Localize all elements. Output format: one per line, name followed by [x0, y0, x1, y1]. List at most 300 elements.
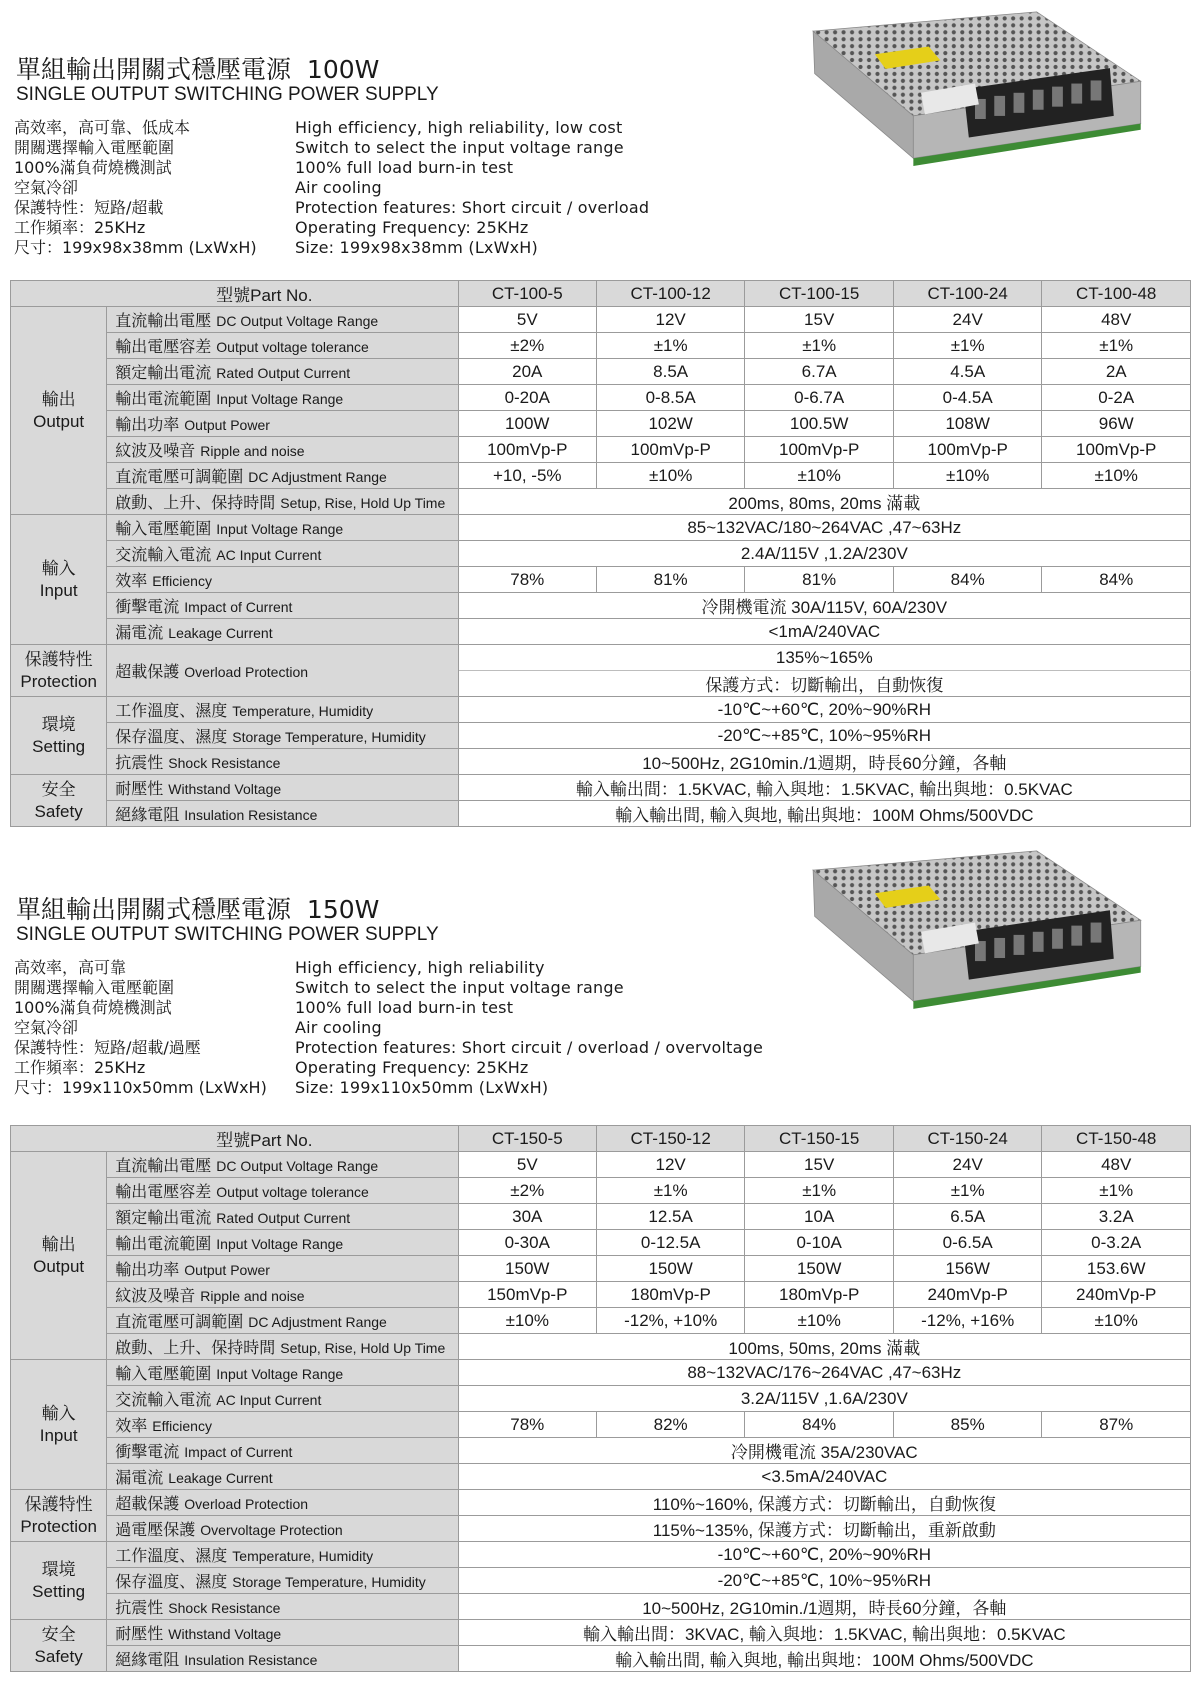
spec-item	[107, 1646, 458, 1672]
table-row	[11, 515, 1191, 541]
spec-value: 84%	[893, 567, 1042, 593]
table-row	[11, 1542, 1191, 1568]
part-no-label	[11, 1126, 459, 1152]
spec-value: 輸入輸出間：3KVAC, 輸入與地：1.5KVAC, 輸出與地：0.5KVAC	[458, 1620, 1190, 1646]
spec-item-en: DC Adjustment Range	[248, 469, 387, 485]
spec-value: 85~132VAC/180~264VAC ,47~63Hz	[458, 515, 1190, 541]
part-no-label	[11, 281, 459, 307]
spec-value: 81%	[745, 567, 894, 593]
spec-value: 冷開機電流 30A/115V, 60A/230V	[458, 593, 1190, 619]
spec-item	[107, 1438, 458, 1464]
spec-item	[107, 359, 458, 385]
table-row	[11, 619, 1191, 645]
spec-item	[107, 749, 458, 775]
spec-item-cn: 衝擊電流	[115, 597, 180, 616]
spec-value: ±10%	[1042, 463, 1191, 489]
group-label-en: Safety	[34, 801, 83, 821]
spec-item	[107, 1516, 458, 1542]
group-label	[11, 1542, 107, 1620]
spec-item-en: Withstand Voltage	[168, 1626, 282, 1642]
group-label	[11, 645, 107, 697]
spec-item	[107, 1178, 458, 1204]
table-row	[11, 1464, 1191, 1490]
header-row	[11, 281, 1191, 307]
group-label	[11, 307, 107, 515]
spec-item-en: Efficiency	[152, 573, 212, 589]
spec-value: 96W	[1042, 411, 1191, 437]
spec-value: 100W	[458, 411, 596, 437]
spec-value: 200ms, 80ms, 20ms 滿載	[458, 489, 1190, 515]
model-header: CT-150-48	[1042, 1126, 1191, 1152]
spec-item-cn: 超載保護	[115, 1494, 180, 1513]
group-label-cn: 輸入	[41, 1403, 76, 1423]
spec-table-100w	[10, 280, 1191, 827]
group-label-cn: 輸入	[41, 558, 76, 578]
group-label	[11, 1360, 107, 1490]
spec-item-cn: 交流輸入電流	[115, 1390, 212, 1409]
spec-value: ±1%	[893, 333, 1042, 359]
table-row	[11, 645, 1191, 671]
spec-value: ±1%	[596, 1178, 745, 1204]
spec-value: 88~132VAC/176~264VAC ,47~63Hz	[458, 1360, 1190, 1386]
table-row	[11, 593, 1191, 619]
part-no-label-text: 型號Part No.	[216, 1131, 313, 1150]
spec-item-cn: 直流電壓可調範圍	[115, 467, 244, 486]
spec-item-cn: 過電壓保護	[115, 1520, 196, 1539]
header-row	[11, 1126, 1191, 1152]
spec-value: 240mVp-P	[893, 1282, 1042, 1308]
table-row	[11, 463, 1191, 489]
table-row	[11, 437, 1191, 463]
group-label-en: Safety	[34, 1646, 83, 1666]
spec-item	[107, 645, 458, 697]
table-row	[11, 307, 1191, 333]
spec-item-en: Insulation Resistance	[184, 807, 318, 823]
spec-value: 100mVp-P	[745, 437, 894, 463]
spec-value: ±10%	[458, 1308, 596, 1334]
group-label-en: Output	[33, 1256, 85, 1276]
spec-item-cn: 交流輸入電流	[115, 545, 212, 564]
spec-value: 24V	[893, 1152, 1042, 1178]
spec-item	[107, 775, 458, 801]
spec-item	[107, 1464, 458, 1490]
spec-value: 3.2A	[1042, 1204, 1191, 1230]
spec-value: 180mVp-P	[745, 1282, 894, 1308]
spec-item-en: Leakage Current	[168, 1470, 273, 1486]
spec-value: 輸入輸出間, 輸入與地, 輸出與地：100M Ohms/500VDC	[458, 1646, 1190, 1672]
spec-value: 100mVp-P	[596, 437, 745, 463]
spec-item-cn: 輸出電壓容差	[115, 337, 212, 356]
group-label-cn: 安全	[41, 779, 76, 799]
model-header: CT-100-48	[1042, 281, 1191, 307]
table-row	[11, 749, 1191, 775]
spec-item-cn: 漏電流	[115, 623, 164, 642]
group-label-cn: 輸出	[41, 1234, 76, 1254]
spec-value: ±10%	[893, 463, 1042, 489]
table-row	[11, 567, 1191, 593]
spec-item-en: Overload Protection	[184, 664, 309, 680]
spec-item-en: Shock Resistance	[168, 755, 281, 771]
group-label-en: Protection	[20, 1516, 97, 1536]
spec-value: 5V	[458, 307, 596, 333]
spec-value: 10~500Hz, 2G10min./1週期，時長60分鐘，各軸	[458, 1594, 1190, 1620]
spec-item	[107, 437, 458, 463]
table-row	[11, 1412, 1191, 1438]
spec-item-cn: 啟動、上升、保持時間	[115, 493, 276, 512]
model-header: CT-150-12	[596, 1126, 745, 1152]
spec-item-en: Input Voltage Range	[216, 521, 344, 537]
table-row	[11, 1334, 1191, 1360]
table-row	[11, 1282, 1191, 1308]
spec-value: <1mA/240VAC	[458, 619, 1190, 645]
table-row	[11, 359, 1191, 385]
group-label-cn: 保護特性	[24, 649, 93, 669]
spec-item	[107, 1152, 458, 1178]
spec-item-en: Ripple and noise	[200, 443, 305, 459]
features-en: High efficiency, high reliability Switch to select the input voltage range 100% full load burn-in test Air cooling Protection features: Short circuit / overload / overvoltage Operating Frequency: 25KHz Size: 199x110x50mm (LxWxH)	[295, 958, 764, 1097]
spec-value: 135%~165%	[458, 645, 1190, 671]
group-label-en: Input	[39, 1425, 78, 1445]
spec-item	[107, 385, 458, 411]
spec-value: 100mVp-P	[1042, 437, 1191, 463]
spec-item-cn: 額定輸出電流	[115, 1208, 212, 1227]
table-row	[11, 1438, 1191, 1464]
group-label-en: Setting	[32, 736, 86, 756]
spec-item-cn: 直流輸出電壓	[115, 1156, 212, 1175]
spec-value: 6.5A	[893, 1204, 1042, 1230]
spec-item	[107, 333, 458, 359]
spec-item	[107, 307, 458, 333]
spec-value: 12V	[596, 307, 745, 333]
spec-value: -12%, +10%	[596, 1308, 745, 1334]
group-label	[11, 775, 107, 827]
spec-item	[107, 1256, 458, 1282]
spec-value: 78%	[458, 567, 596, 593]
spec-value: ±2%	[458, 333, 596, 359]
spec-item-en: Ripple and noise	[200, 1288, 305, 1304]
group-label	[11, 1152, 107, 1360]
spec-item	[107, 1568, 458, 1594]
features-en: High efficiency, high reliability, low cost Switch to select the input voltage range 100% full load burn-in test Air cooling Protection features: Short circuit / overload Operating Frequency: 25KHz Size: 199x98x38mm (LxWxH)	[295, 118, 650, 257]
spec-item-en: AC Input Current	[216, 1392, 322, 1408]
table-row	[11, 1230, 1191, 1256]
spec-value: ±10%	[745, 463, 894, 489]
spec-item-en: Storage Temperature, Humidity	[232, 1574, 426, 1590]
table-row	[11, 697, 1191, 723]
spec-item	[107, 567, 458, 593]
spec-item-en: Setup, Rise, Hold Up Time	[280, 495, 446, 511]
table-row	[11, 1360, 1191, 1386]
model-header: CT-100-12	[596, 281, 745, 307]
spec-item-cn: 紋波及噪音	[115, 441, 196, 460]
spec-item-cn: 直流電壓可調範圍	[115, 1312, 244, 1331]
spec-value: 6.7A	[745, 359, 894, 385]
group-label-en: Input	[39, 580, 78, 600]
spec-value: 0-3.2A	[1042, 1230, 1191, 1256]
model-header: CT-100-5	[458, 281, 596, 307]
spec-value: 4.5A	[893, 359, 1042, 385]
spec-value: 48V	[1042, 307, 1191, 333]
spec-item-cn: 衝擊電流	[115, 1442, 180, 1461]
group-label-cn: 輸出	[41, 389, 76, 409]
spec-item	[107, 463, 458, 489]
model-header: CT-150-15	[745, 1126, 894, 1152]
spec-value: 2.4A/115V ,1.2A/230V	[458, 541, 1190, 567]
spec-item-cn: 效率	[115, 1416, 148, 1435]
spec-value: 24V	[893, 307, 1042, 333]
spec-item-cn: 輸出功率	[115, 415, 180, 434]
spec-item-en: Rated Output Current	[216, 1210, 351, 1226]
spec-value: -20℃~+85℃, 10%~95%RH	[458, 1568, 1190, 1594]
group-label-en: Setting	[32, 1581, 86, 1601]
spec-item-cn: 輸出電流範圍	[115, 389, 212, 408]
spec-item-en: DC Output Voltage Range	[216, 1158, 379, 1174]
spec-value: 100mVp-P	[458, 437, 596, 463]
spec-value: -20℃~+85℃, 10%~95%RH	[458, 723, 1190, 749]
spec-item	[107, 1542, 458, 1568]
group-label-cn: 環境	[41, 1559, 76, 1579]
spec-item-cn: 保存溫度、濕度	[115, 1572, 228, 1591]
spec-value: ±1%	[745, 1178, 894, 1204]
spec-item-en: Temperature, Humidity	[232, 1548, 374, 1564]
table-row	[11, 1386, 1191, 1412]
table-row	[11, 1620, 1191, 1646]
table-row	[11, 489, 1191, 515]
spec-item-en: Temperature, Humidity	[232, 703, 374, 719]
features-cn: 高效率，高可靠、低成本 開關選擇輸入電壓範圍 100%滿負荷燒機測試 空氣冷卻 保護特性：短路/超載 工作頻率：25KHz 尺寸：199x98x38mm (LxWxH)	[14, 118, 257, 257]
table-row	[11, 1152, 1191, 1178]
spec-value: 0-20A	[458, 385, 596, 411]
group-label	[11, 1490, 107, 1542]
spec-value: 180mVp-P	[596, 1282, 745, 1308]
spec-value: 2A	[1042, 359, 1191, 385]
spec-value: 87%	[1042, 1412, 1191, 1438]
spec-item-cn: 輸入電壓範圍	[115, 1364, 212, 1383]
spec-value: 150W	[745, 1256, 894, 1282]
group-label-cn: 環境	[41, 714, 76, 734]
spec-value: 156W	[893, 1256, 1042, 1282]
product-title: 單組輸出開關式穩壓電源 100W	[16, 55, 380, 84]
spec-value: 0-2A	[1042, 385, 1191, 411]
spec-value: 10A	[745, 1204, 894, 1230]
table-row	[11, 333, 1191, 359]
group-label	[11, 515, 107, 645]
spec-item	[107, 489, 458, 515]
section-150w	[0, 845, 1200, 1686]
section-100w	[0, 0, 1200, 840]
spec-value: 0-12.5A	[596, 1230, 745, 1256]
spec-item-cn: 額定輸出電流	[115, 363, 212, 382]
spec-value: 81%	[596, 567, 745, 593]
spec-value: 110%~160%, 保護方式：切斷輸出，自動恢復	[458, 1490, 1190, 1516]
spec-item	[107, 1334, 458, 1360]
spec-item	[107, 723, 458, 749]
spec-item	[107, 1282, 458, 1308]
table-row	[11, 801, 1191, 827]
spec-value: 3.2A/115V ,1.6A/230V	[458, 1386, 1190, 1412]
group-label-cn: 保護特性	[24, 1494, 93, 1514]
spec-item-en: Storage Temperature, Humidity	[232, 729, 426, 745]
spec-value: ±1%	[596, 333, 745, 359]
spec-value: 保護方式：切斷輸出，自動恢復	[458, 671, 1190, 697]
spec-item-cn: 保存溫度、濕度	[115, 727, 228, 746]
table-row	[11, 1204, 1191, 1230]
spec-item	[107, 1594, 458, 1620]
table-row	[11, 1178, 1191, 1204]
power-supply-photo	[755, 847, 1195, 1032]
spec-value: 102W	[596, 411, 745, 437]
spec-value: 20A	[458, 359, 596, 385]
spec-value: 15V	[745, 1152, 894, 1178]
spec-item	[107, 1490, 458, 1516]
table-row	[11, 541, 1191, 567]
spec-value: 0-30A	[458, 1230, 596, 1256]
table-row	[11, 1646, 1191, 1672]
spec-value: 108W	[893, 411, 1042, 437]
spec-item-cn: 耐壓性	[115, 779, 164, 798]
spec-value: 0-6.5A	[893, 1230, 1042, 1256]
table-row	[11, 411, 1191, 437]
spec-item-cn: 直流輸出電壓	[115, 311, 212, 330]
model-header: CT-150-5	[458, 1126, 596, 1152]
spec-value: 78%	[458, 1412, 596, 1438]
spec-item-en: Output voltage tolerance	[216, 339, 369, 355]
spec-item-cn: 超載保護	[115, 662, 180, 681]
spec-item-en: Input Voltage Range	[216, 1236, 344, 1252]
spec-item-cn: 工作溫度、濕度	[115, 701, 228, 720]
spec-value: 15V	[745, 307, 894, 333]
spec-value: ±10%	[745, 1308, 894, 1334]
spec-item-cn: 耐壓性	[115, 1624, 164, 1643]
spec-item-cn: 輸出電流範圍	[115, 1234, 212, 1253]
spec-value: 100ms, 50ms, 20ms 滿載	[458, 1334, 1190, 1360]
spec-value: 100mVp-P	[893, 437, 1042, 463]
table-row	[11, 1490, 1191, 1516]
features-cn: 高效率，高可靠 開關選擇輸入電壓範圍 100%滿負荷燒機測試 空氣冷卻 保護特性：短路/超載/過壓 工作頻率：25KHz 尺寸：199x110x50mm (LxWxH)	[14, 958, 267, 1097]
spec-item	[107, 515, 458, 541]
spec-value: 0-8.5A	[596, 385, 745, 411]
spec-item-cn: 輸出功率	[115, 1260, 180, 1279]
spec-item-en: Output Power	[184, 1262, 270, 1278]
spec-item-en: DC Adjustment Range	[248, 1314, 387, 1330]
spec-item-en: Rated Output Current	[216, 365, 351, 381]
spec-value: 0-4.5A	[893, 385, 1042, 411]
spec-item-en: Impact of Current	[184, 599, 293, 615]
spec-item	[107, 1204, 458, 1230]
spec-item-cn: 啟動、上升、保持時間	[115, 1338, 276, 1357]
spec-value: 150W	[458, 1256, 596, 1282]
spec-value: 輸入輸出間：1.5KVAC, 輸入與地：1.5KVAC, 輸出與地：0.5KVAC	[458, 775, 1190, 801]
spec-item-en: Shock Resistance	[168, 1600, 281, 1616]
table-row	[11, 775, 1191, 801]
table-row	[11, 385, 1191, 411]
table-row	[11, 1516, 1191, 1542]
spec-item-en: Leakage Current	[168, 625, 273, 641]
spec-item-cn: 抗震性	[115, 1598, 164, 1617]
spec-value: 12.5A	[596, 1204, 745, 1230]
spec-value: 153.6W	[1042, 1256, 1191, 1282]
spec-item	[107, 1308, 458, 1334]
spec-value: ±1%	[1042, 1178, 1191, 1204]
product-subtitle: SINGLE OUTPUT SWITCHING POWER SUPPLY	[16, 924, 439, 945]
spec-item	[107, 619, 458, 645]
power-supply-photo	[755, 8, 1195, 193]
spec-value: 85%	[893, 1412, 1042, 1438]
spec-item	[107, 411, 458, 437]
product-subtitle: SINGLE OUTPUT SWITCHING POWER SUPPLY	[16, 84, 439, 105]
spec-item	[107, 697, 458, 723]
spec-value: 0-6.7A	[745, 385, 894, 411]
spec-item-cn: 效率	[115, 571, 148, 590]
spec-item	[107, 801, 458, 827]
spec-value: 8.5A	[596, 359, 745, 385]
spec-item-en: Efficiency	[152, 1418, 212, 1434]
spec-item	[107, 593, 458, 619]
spec-item-en: AC Input Current	[216, 547, 322, 563]
spec-item-en: DC Output Voltage Range	[216, 313, 379, 329]
spec-item-en: Output voltage tolerance	[216, 1184, 369, 1200]
spec-item-cn: 絕緣電阻	[115, 1650, 180, 1669]
spec-item-en: Overvoltage Protection	[200, 1522, 343, 1538]
spec-value: 冷開機電流 35A/230VAC	[458, 1438, 1190, 1464]
spec-value: 10~500Hz, 2G10min./1週期，時長60分鐘，各軸	[458, 749, 1190, 775]
group-label-cn: 安全	[41, 1624, 76, 1644]
spec-value: 240mVp-P	[1042, 1282, 1191, 1308]
spec-value: 82%	[596, 1412, 745, 1438]
group-label-en: Output	[33, 411, 85, 431]
table-row	[11, 1594, 1191, 1620]
spec-value: ±10%	[1042, 1308, 1191, 1334]
spec-item-cn: 輸入電壓範圍	[115, 519, 212, 538]
spec-item-cn: 工作溫度、濕度	[115, 1546, 228, 1565]
spec-value: 84%	[745, 1412, 894, 1438]
spec-item-cn: 抗震性	[115, 753, 164, 772]
table-row	[11, 723, 1191, 749]
spec-item-en: Overload Protection	[184, 1496, 309, 1512]
model-header: CT-100-15	[745, 281, 894, 307]
spec-value: 5V	[458, 1152, 596, 1178]
spec-value: -12%, +16%	[893, 1308, 1042, 1334]
group-label	[11, 697, 107, 775]
spec-item-en: Insulation Resistance	[184, 1652, 318, 1668]
spec-item-en: Withstand Voltage	[168, 781, 282, 797]
spec-value: 12V	[596, 1152, 745, 1178]
spec-value: 0-10A	[745, 1230, 894, 1256]
model-header: CT-150-24	[893, 1126, 1042, 1152]
spec-value: ±2%	[458, 1178, 596, 1204]
spec-item	[107, 1386, 458, 1412]
spec-item-en: Input Voltage Range	[216, 1366, 344, 1382]
table-row	[11, 1308, 1191, 1334]
spec-value: 30A	[458, 1204, 596, 1230]
table-row	[11, 1568, 1191, 1594]
spec-value: 150W	[596, 1256, 745, 1282]
group-label	[11, 1620, 107, 1672]
spec-value: 100.5W	[745, 411, 894, 437]
spec-item-en: Setup, Rise, Hold Up Time	[280, 1340, 446, 1356]
spec-item-en: Impact of Current	[184, 1444, 293, 1460]
spec-value: -10℃~+60℃, 20%~90%RH	[458, 1542, 1190, 1568]
spec-value: ±1%	[893, 1178, 1042, 1204]
spec-item-cn: 絕緣電阻	[115, 805, 180, 824]
model-header: CT-100-24	[893, 281, 1042, 307]
spec-item-en: Input Voltage Range	[216, 391, 344, 407]
spec-value: <3.5mA/240VAC	[458, 1464, 1190, 1490]
spec-item-cn: 紋波及噪音	[115, 1286, 196, 1305]
spec-value: 84%	[1042, 567, 1191, 593]
spec-value: +10, -5%	[458, 463, 596, 489]
spec-value: -10℃~+60℃, 20%~90%RH	[458, 697, 1190, 723]
